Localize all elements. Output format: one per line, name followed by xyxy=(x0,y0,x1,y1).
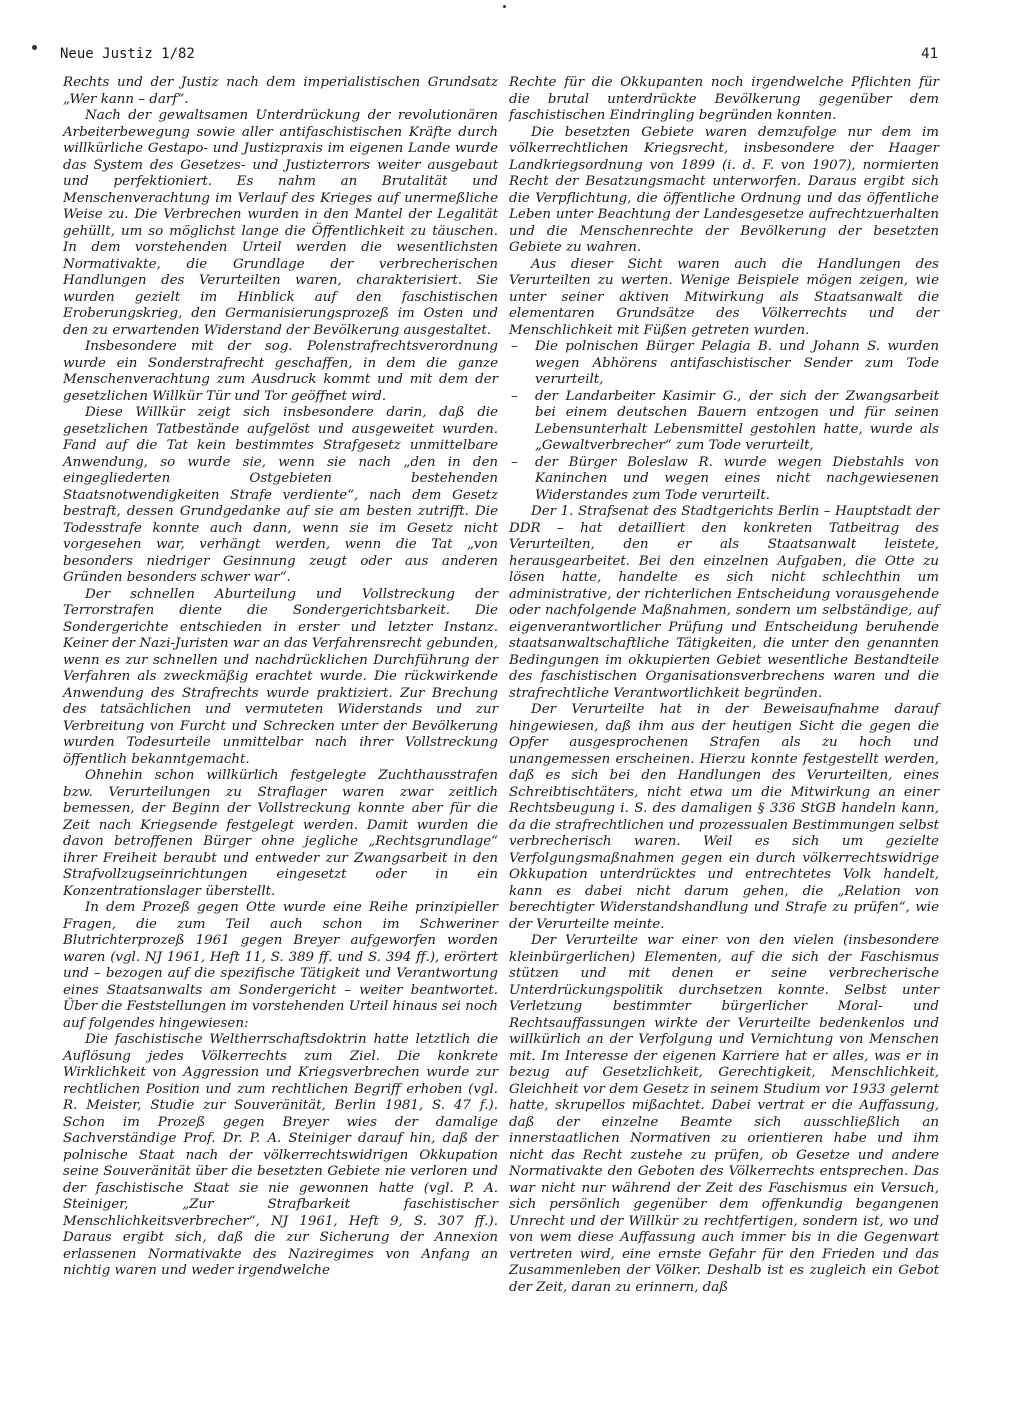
paragraph: Nach der gewaltsamen Unterdrückung der revolutionären Arbeiterbewegung sowie aller antifaschistischen Kräfte durch willkürliche Gestapo- und Justizpraxis im eigenen Lande wurde das System des Gesetzes- und Justizterrors weiter ausgebaut und perfektioniert. Es nahm an Brutalität und Menschenverachtung im Verlauf des Krieges auf unermeßliche Weise zu. Die Verbrechen wurden in den Mantel der Legalität gehüllt, um so möglichst lange die Öffentlichkeit zu täuschen. In dem vorstehenden Urteil werden die wesentlichsten Normativakte, die Grundlage der verbrecherischen Handlungen des Verurteilten waren, charakterisiert. Sie wurden gezielt im Hinblick auf den faschistischen Eroberungskrieg, den Germanisierungsprozeß im Osten und den zu erwartenden Widerstand der Bevölkerung ausgestaltet. xyxy=(63,108,498,338)
paragraph: Ohnehin schon willkürlich festgelegte Zuchthausstrafen bzw. Verurteilungen zu Straflager waren zwar zeitlich bemessen, der Beginn der Vollstreckung konnte aber für die Zeit nach Kriegsende festgelegt werden. Damit wurden die davon betroffenen Bürger ohne jegliche „Rechtsgrundlage“ ihrer Freiheit beraubt und entweder zur Zwangsarbeit in den Strafvollzugseinrichtungen eingesetzt oder in ein Konzentrationslager überstellt. xyxy=(63,768,498,899)
journal-issue: Neue Justiz 1/82 xyxy=(60,46,195,62)
paragraph: Der schnellen Aburteilung und Vollstreckung der Terrorstrafen diente die Sondergerichtsbarkeit. Die Sondergerichte entschieden in erster und letzter Instanz. Keiner der Nazi-Juristen war an das Verfahrensrecht gebunden, wenn es zur schnellen und nachdrücklichen Durchführung der Verfahren als zweckmäßig erachtet wurde. Die rückwirkende Anwendung des Strafrechts wurde praktiziert. Zur Brechung des tatsächlichen und vermuteten Widerstands und zur Verbreitung von Furcht und Schrecken unter der Bevölkerung wurden Todesurteile unmittelbar nach ihrer Vollstreckung öffentlich bekanntgemacht. xyxy=(63,586,498,767)
examples-list xyxy=(509,339,939,504)
paragraph: In dem Prozeß gegen Otte wurde eine Reihe prinzipieller Fragen, die zum Teil auch schon im Schweriner Blutrichterprozeß 1961 gegen Breyer aufgeworfen worden waren (vgl. NJ 1961, Heft 11, S. 389 ff. und S. 394 ff.), erörtert und – bezogen auf die spezifische Tätigkeit und Verantwortung eines Staatsanwalts am Sondergericht – weiter beantwortet. Über die Feststellungen im vorstehenden Urteil hinaus sei noch auf folgendes hingewiesen: xyxy=(63,900,498,1031)
right-column xyxy=(509,75,939,1296)
scan-speck xyxy=(503,5,506,8)
paragraph: Aus dieser Sicht waren auch die Handlungen des Verurteilten zu werten. Wenige Beispiele mögen zeigen, wie unter seiner aktiven Mitwirkung als Staatsanwalt die elementaren Grundsätze des Völkerrechts und der Menschlichkeit mit Füßen getreten wurden. xyxy=(509,256,939,338)
paragraph: Die besetzten Gebiete waren demzufolge nur dem im völkerrechtlichen Kriegsrecht, insbesondere der Haager Landkriegsordnung von 1899 (i. d. F. von 1907), normierten Recht der Besatzungsmacht unterworfen. Daraus ergibt sich die Verpflichtung, die öffentliche Ordnung und das öffentliche Leben unter Beachtung der Landesgesetze aufrechtzuerhalten und die Menschenrechte der Bevölkerung der besetzten Gebiete zu wahren. xyxy=(509,124,939,255)
paragraph: Der Verurteilte hat in der Beweisaufnahme darauf hingewiesen, daß ihm aus der heutigen Sicht die gegen die Opfer ausgesprochenen Strafen als zu hoch und unangemessen erscheinen. Hierzu konnte festgestellt werden, daß es sich bei den Handlungen des Verurteilten, eines Schreibtischtäters, nicht etwa um die Mitwirkung an einer Rechtsbeugung i. S. des damaligen § 336 StGB handeln kann, da die strafrechtlichen und prozessualen Bestimmungen selbst verbrecherisch waren. Weil es sich um gezielte Verfolgungsmaßnahmen gegen ein durch völkerrechtswidrige Okkupation unterdrücktes und entrechtetes Volk handelt, kann es dabei nicht darum gehen, die „Relation von berechtigter Widerstandshandlung und Strafe zu prüfen“, wie der Verurteilte meinte. xyxy=(509,702,939,932)
list-item: – Die polnischen Bürger Pelagia B. und Johann S. wurden wegen Abhörens antifaschistischer Sender zum Tode verurteilt, xyxy=(509,339,939,389)
page-number: 41 xyxy=(921,46,938,62)
left-column xyxy=(63,75,498,1280)
paragraph: Insbesondere mit der sog. Polenstrafrechtsverordnung wurde ein Sonderstrafrecht geschaffen, in dem die ganze Menschenverachtung zum Ausdruck kommt und mit dem der gesetzlichen Willkür Tür und Tor geöffnet wird. xyxy=(63,339,498,404)
scan-speck xyxy=(32,45,37,50)
paragraph: Die faschistische Weltherrschaftsdoktrin hatte letztlich die Auflösung jedes Völkerrechts zum Ziel. Die konkrete Wirklichkeit von Aggression und Kriegsverbrechen wurde zur rechtlichen Position und zum rechtlichen Begriff erhoben (vgl. R. Meister, Studie zur Souveränität, Berlin 1981, S. 47 f.). Schon im Prozeß gegen Breyer wies der damalige Sachverständige Prof. Dr. P. A. Steiniger darauf hin, daß der polnische Staat nach der völkerrechtswidrigen Okkupation seine Souveränität über die besetzten Gebiete nie verloren und der faschistische Staat sie nie gewonnen hatte (vgl. P. A. Steiniger, „Zur Strafbarkeit faschistischer Menschlichkeitsverbrecher“, NJ 1961, Heft 9, S. 307 ff.). Daraus ergibt sich, daß die zur Sicherung der Annexion erlassenen Normativakte des Naziregimes von Anfang an nichtig waren und weder irgendwelche xyxy=(63,1032,498,1278)
paragraph: Diese Willkür zeigt sich insbesondere darin, daß die gesetzlichen Tatbestände aufgelöst und ausgeweitet wurden. Fand auf die Tat kein bestimmtes Strafgesetz unmittelbare Anwendung, so wurde sie, wenn sie nach „den in den eingegliederten Ostgebieten bestehenden Staatsnotwendigkeiten Strafe verdiente“, nach dem Gesetz bestraft, dessen Grundgedanke auf sie am besten zutrifft. Die Todesstrafe konnte auch dann, wenn sie im Gesetz nicht vorgesehen war, verhängt werden, wenn die Tat „von besonders niedriger Gesinnung zeugt oder aus anderen Gründen besonders schwer war“. xyxy=(63,405,498,585)
paragraph: Der Verurteilte war einer von den vielen (insbesondere kleinbürgerlichen) Elementen, auf die sich der Faschismus stützen und mit denen er seine verbrecherische Unterdrückungspolitik durchsetzen konnte. Selbst unter Verletzung bestimmter bürgerlicher Moral- und Rechtsauffassungen wirkte der Verurteilte bedenkenlos und willkürlich an der Verfolgung und Vernichtung von Menschen mit. Im Interesse der eigenen Karriere hat er alles, was er in bezug auf Gesetzlichkeit, Gerechtigkeit, Menschlichkeit, Gleichheit vor dem Gesetz in seinem Studium vor 1933 gelernt hatte, skrupellos mißachtet. Dabei vertrat er die Auffassung, daß der einzelne Beamte sich ausschließlich an innerstaatlichen Normativen zu orientieren habe und ihm nicht das Recht zustehe zu prüfen, ob Gesetze und andere Normativakte den Geboten des Völkerrechts entsprechen. Das war nicht nur während der Zeit des Faschismus ein Versuch, sich persönlich gegenüber dem offenkundig begangenen Unrecht und der Willkür zu rechtfertigen, sondern ist, wo und von wem diese Auffassung auch immer bis in die Gegenwart vertreten wird, eine ernste Gefahr für den Frieden und das Zusammenleben der Völker. Deshalb ist es zugleich ein Gebot der Zeit, daran zu erinnern, daß xyxy=(509,933,939,1295)
paragraph: Rechte für die Okkupanten noch irgendwelche Pflichten für die brutal unterdrückte Bevölkerung gegenüber dem faschistischen Eindringling begründen konnten. xyxy=(509,75,939,123)
list-item: – der Landarbeiter Kasimir G., der sich der Zwangsarbeit bei einem deutschen Bauern entzogen und für seinen Lebensunterhalt Lebensmittel gestohlen hatte, wurde als „Gewaltverbrecher“ zum Tode verurteilt, xyxy=(509,389,939,455)
paragraph: Rechts und der Justiz nach dem imperialistischen Grundsatz „Wer kann – darf“. xyxy=(63,75,498,107)
list-item: – der Bürger Boleslaw R. wurde wegen Diebstahls von Kaninchen und wegen eines nicht nachgewiesenen Widerstandes zum Tode verurteilt. xyxy=(509,455,939,505)
page-header xyxy=(60,42,938,68)
paragraph: Der 1. Strafsenat des Stadtgerichts Berlin – Hauptstadt der DDR – hat detailliert den konkreten Tatbeitrag des Verurteilten, den er als Staatsanwalt leistete, herausgearbeitet. Bei den einzelnen Aufgaben, die Otte zu lösen hatte, handelte es sich nicht schlechthin um administrative, der richterlichen Entscheidung vorausgehende oder nachfolgende Maßnahmen, sondern um selbständige, auf eigenverantwortlicher Prüfung und Entscheidung beruhende staatsanwaltschaftliche Tätigkeiten, die unter den genannten Bedingungen im okkupierten Gebiet wesentliche Bestandteile des faschistischen Organisationsverbrechens waren und die strafrechtliche Verantwortlichkeit begründen. xyxy=(509,504,939,701)
